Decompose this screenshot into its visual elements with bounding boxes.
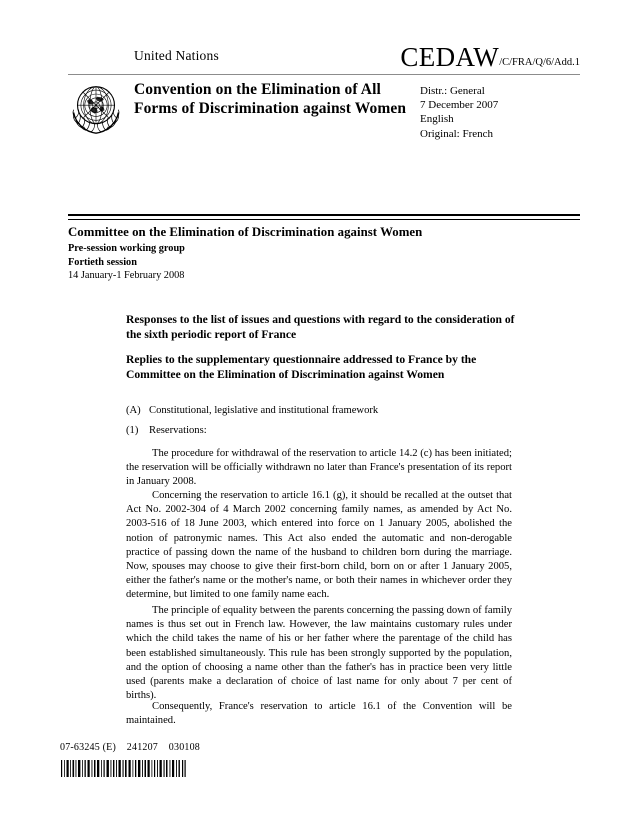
outline-item-a bbox=[126, 404, 516, 418]
heading-responses: Responses to the list of issues and questions with regard to the consideration of the sixth periodic report of France bbox=[126, 313, 515, 341]
committee-block bbox=[68, 225, 488, 282]
masthead bbox=[68, 42, 580, 74]
committee-session: Fortieth session bbox=[68, 256, 137, 268]
committee-name: Committee on the Elimination of Discrimination against Women bbox=[68, 225, 423, 239]
document-symbol-suffix: /C/FRA/Q/6/Add.1 bbox=[499, 57, 580, 68]
committee-dates: 14 January-1 February 2008 bbox=[68, 269, 185, 281]
outline-marker-a: (A) bbox=[126, 405, 141, 416]
job-number: 07-63245 (E) 241207 030108 bbox=[60, 742, 200, 753]
document-symbol bbox=[400, 42, 580, 73]
outline-label-1: Reservations: bbox=[149, 425, 207, 436]
distribution-type: Distr.: General bbox=[420, 85, 485, 97]
section-divider-thick bbox=[68, 214, 580, 216]
body-paragraph: Concerning the reservation to article 16.1 (g), it should be recalled at the outset that Act No. 2002-304 of 4 March 2002 concerning family names, as amended by Act No. 2003-516 of 18 June 2003, which entered into force on 1 January 2005, abolished the notion of patronymic names. This Act also ended the automatic and non-derogable practice of passing down the name of the husband to children born during the marriage. Now, spouses may choose to give their first-born child, born on or after 1 January 2005, either the father's name or the mother's name, or both their names in whichever order they determine, but limited to one family name each. bbox=[126, 490, 512, 601]
masthead-body bbox=[68, 80, 580, 152]
organization-name: United Nations bbox=[134, 48, 219, 63]
masthead-divider bbox=[68, 74, 580, 75]
document-symbol-main: CEDAW bbox=[400, 42, 500, 72]
body-paragraph: Consequently, France's reservation to article 16.1 of the Convention will be maintained. bbox=[126, 701, 512, 727]
committee-working-group: Pre-session working group bbox=[68, 242, 185, 254]
distribution-language: English bbox=[420, 113, 454, 126]
distribution-date: 7 December 2007 bbox=[420, 99, 499, 112]
section-divider-thin bbox=[68, 219, 580, 220]
outline-item-1 bbox=[126, 424, 516, 438]
distribution-original: Original: French bbox=[420, 127, 494, 140]
heading-replies: Replies to the supplementary questionnaire addressed to France by the Committee on the Elimination of Discrimination against Women bbox=[126, 353, 477, 381]
un-emblem-icon bbox=[68, 80, 124, 136]
body-paragraph: The principle of equality between the parents concerning the passing down of family names is thus set out in French law. However, the law maintains customary rules under which the child takes the name of his or her father where the parentage of the child has been established simultaneously. This rule has been strongly supported by the population, and the option of choosing a name other than the father's has in practice been very little used (parents make a declaration of choice of last name for only about 7 per cent of births). bbox=[126, 605, 512, 702]
document-barcode bbox=[60, 760, 186, 777]
masthead-top-row bbox=[68, 42, 580, 74]
body-paragraph: The procedure for withdrawal of the reservation to article 14.2 (c) has been initiated; the reservation will be officially withdrawn no later than France's presentation of its report in January 2008. bbox=[126, 448, 512, 488]
outline-marker-1: (1) bbox=[126, 425, 139, 436]
distribution-block bbox=[420, 84, 498, 141]
outline-label-a: Constitutional, legislative and institutional framework bbox=[149, 405, 379, 416]
convention-title: Convention on the Elimination of All Forms of Discrimination against Women bbox=[134, 81, 407, 117]
